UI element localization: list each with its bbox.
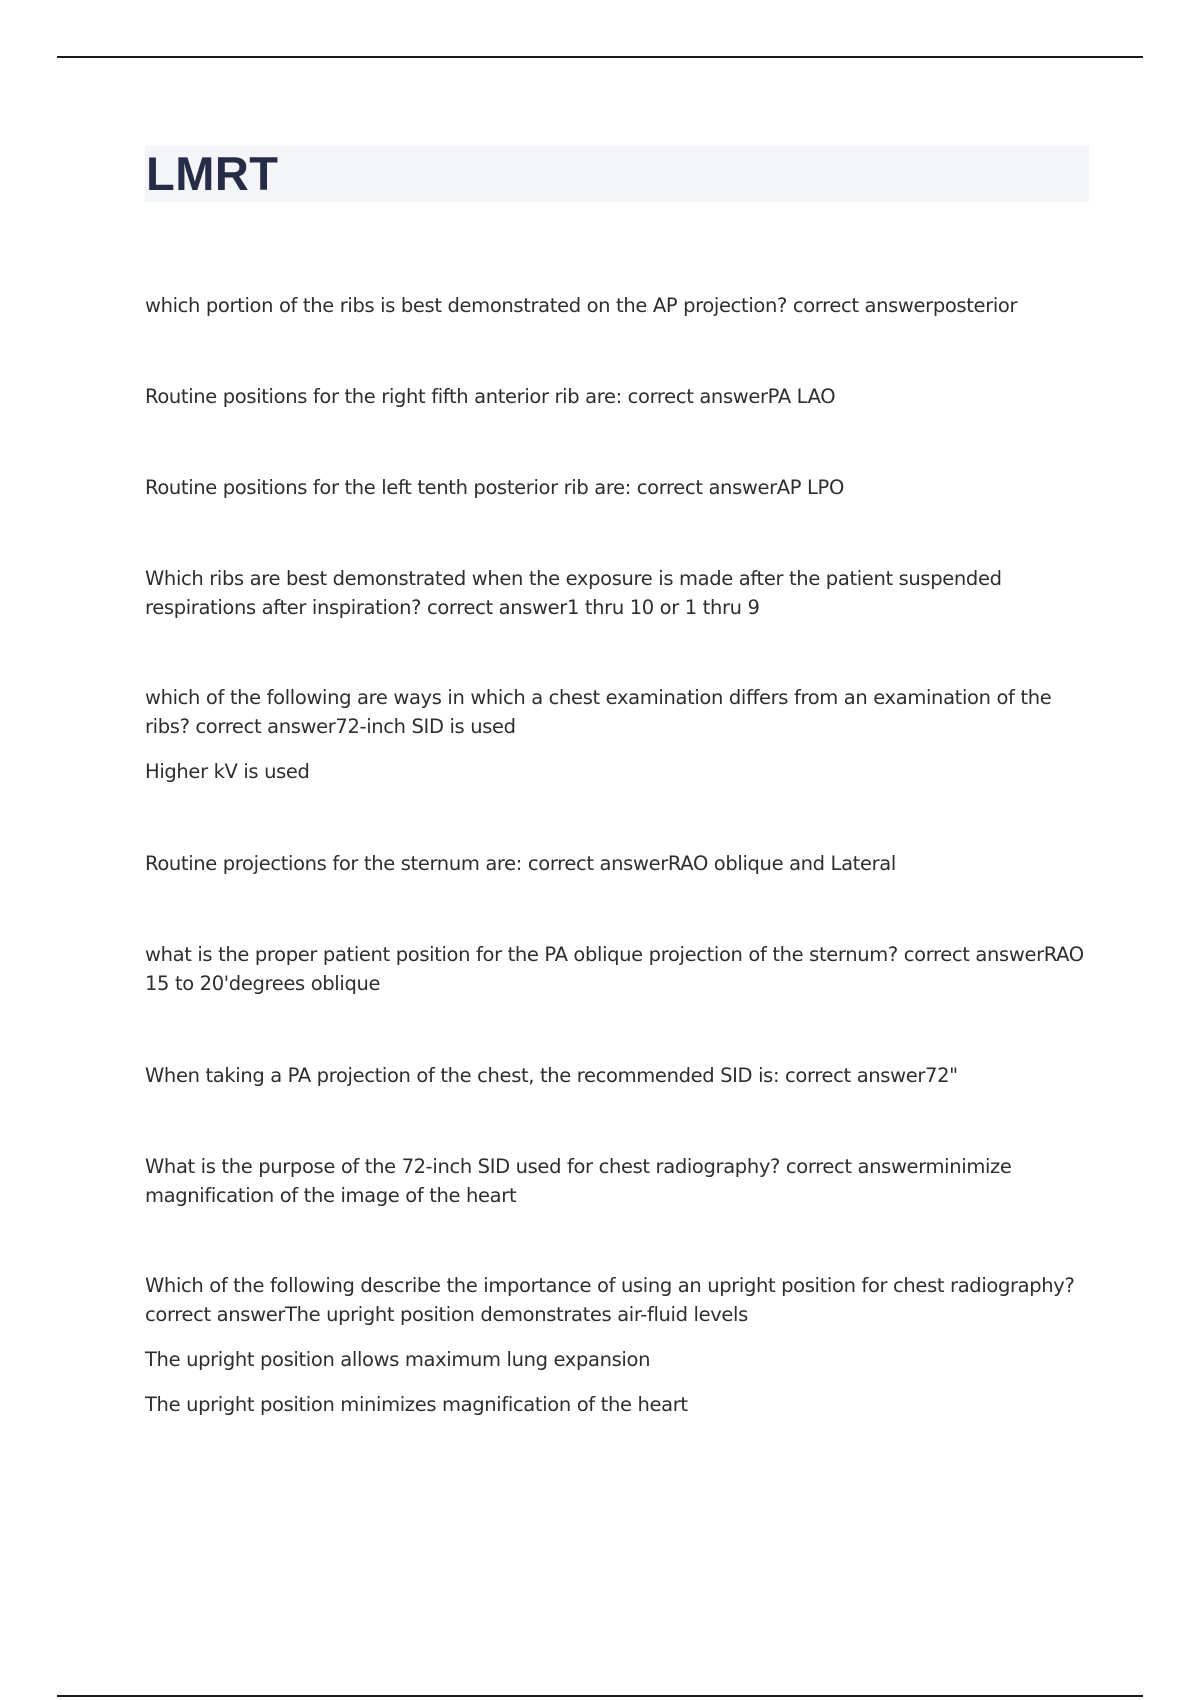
- qa-text: Routine positions for the right fifth anterior rib are: correct answerPA LAO: [145, 385, 836, 408]
- bottom-rule: [57, 1695, 1143, 1697]
- document-title: LMRT: [146, 147, 279, 200]
- qa-item-5: [145, 683, 1100, 786]
- qa-text: What is the purpose of the 72-inch SID used for chest radiography? correct answerminimize magnification of the image of the heart: [145, 1155, 1012, 1207]
- qa-text: Which of the following describe the importance of using an upright position for chest radiography? correct answerThe upright position demonstrates air-fluid levels: [145, 1274, 1075, 1326]
- qa-text: Which ribs are best demonstrated when the exposure is made after the patient suspended respirations after inspiration? correct answer1 thru 10 or 1 thru 9: [145, 567, 1002, 619]
- qa-item-7: [145, 940, 1100, 998]
- qa-item-10: [145, 1271, 1100, 1419]
- title-band: [145, 146, 1089, 202]
- qa-item-1: [145, 291, 1100, 320]
- qa-item-6: [145, 849, 1100, 878]
- qa-item-2: [145, 382, 1100, 411]
- qa-text: The upright position minimizes magnification of the heart: [145, 1393, 688, 1416]
- qa-text: what is the proper patient position for the PA oblique projection of the sternum? correct answerRAO 15 to 20'degrees oblique: [145, 943, 1084, 995]
- qa-text: which of the following are ways in which a chest examination differs from an examination of the ribs? correct answer72-inch SID is used: [145, 686, 1052, 738]
- qa-item-8: [145, 1061, 1100, 1090]
- qa-item-3: [145, 473, 1100, 502]
- qa-text: which portion of the ribs is best demonstrated on the AP projection? correct answerposterior: [145, 294, 1018, 317]
- qa-text: Higher kV is used: [145, 760, 310, 783]
- qa-text: The upright position allows maximum lung expansion: [145, 1348, 651, 1371]
- qa-text: Routine projections for the sternum are: correct answerRAO oblique and Lateral: [145, 852, 896, 875]
- top-rule: [57, 56, 1143, 58]
- qa-text: Routine positions for the left tenth posterior rib are: correct answerAP LPO: [145, 476, 844, 499]
- qa-item-9: [145, 1152, 1100, 1210]
- qa-text: When taking a PA projection of the chest, the recommended SID is: correct answer72": [145, 1064, 958, 1087]
- qa-item-4: [145, 564, 1100, 622]
